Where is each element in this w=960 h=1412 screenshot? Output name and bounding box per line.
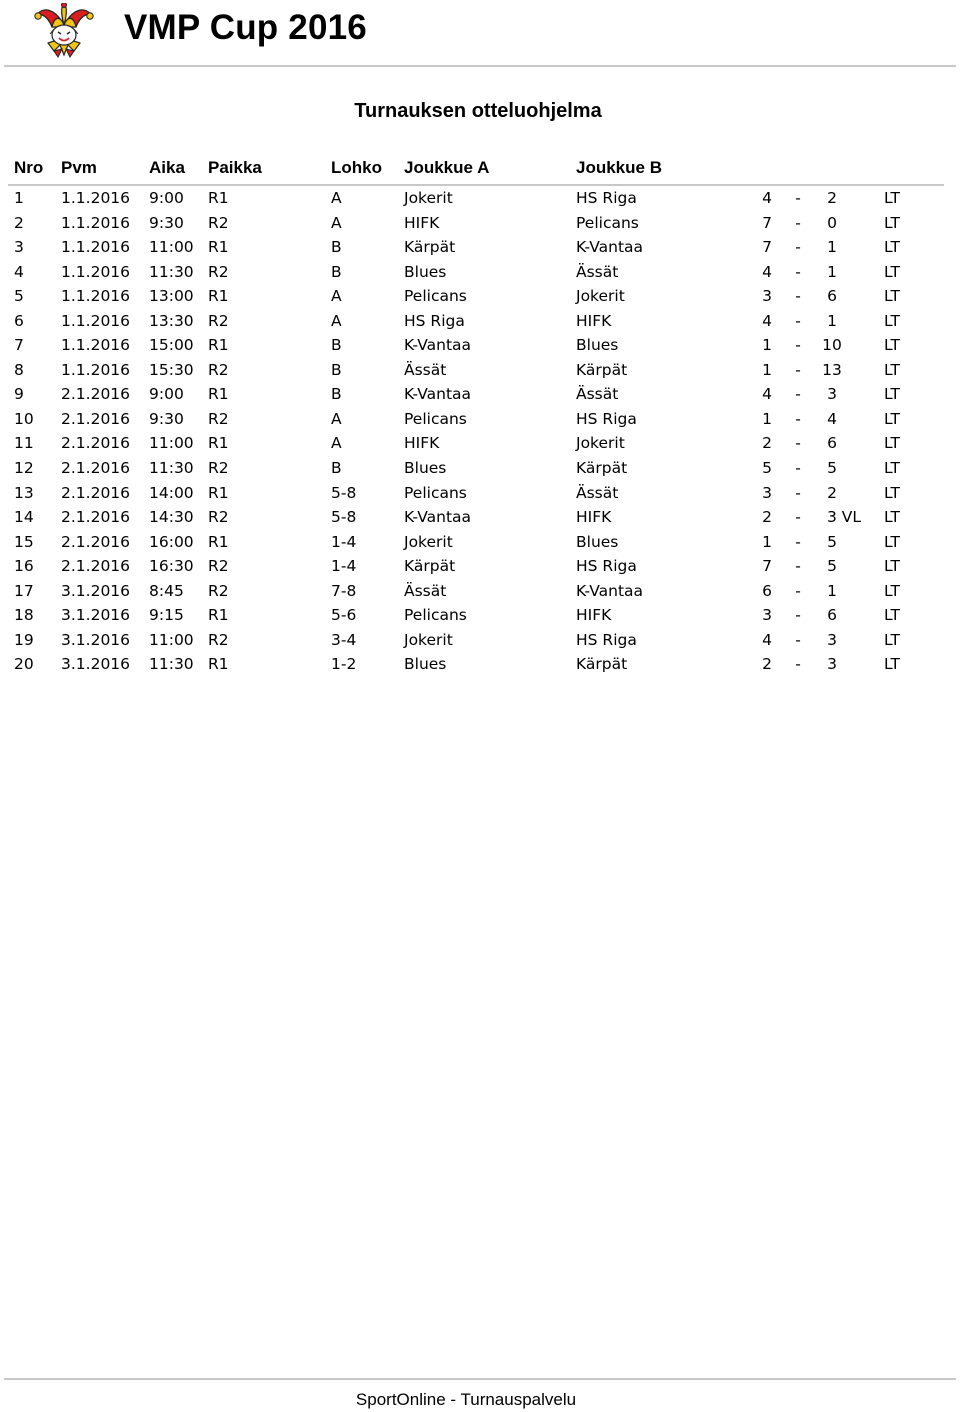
score-b: 2 [827,189,837,207]
column-header-lohko: Lohko [331,158,382,177]
table-row [0,211,960,236]
score-a: 1 [762,336,772,355]
score-separator: - [795,434,801,453]
match-date: 3.1.2016 [61,630,131,649]
score-b: 4 [827,409,837,428]
team-a: Pelicans [404,409,467,428]
team-a: HIFK [404,213,440,232]
score-b: 2 [827,483,837,502]
match-number: 20 [14,655,34,674]
score-a: 5 [762,459,772,478]
match-group: 1-4 [331,557,357,576]
match-date: 1.1.2016 [61,311,131,330]
table-row [0,481,960,506]
match-date: 2.1.2016 [61,532,131,551]
score-a: 1 [762,409,772,428]
match-time: 16:30 [149,557,194,576]
match-number: 18 [14,606,34,625]
result-status: LT [884,409,900,428]
team-a: K-Vantaa [404,508,472,527]
match-date: 1.1.2016 [61,238,131,257]
match-group: A [331,409,342,428]
match-number: 14 [14,508,34,527]
match-group: 5-8 [331,483,357,502]
match-venue: R1 [208,287,229,306]
column-header-aika: Aika [149,158,185,177]
score-separator: - [795,238,801,257]
score-b: 1 [827,581,837,600]
match-number: 7 [14,336,24,355]
team-a: Ässät [404,360,447,379]
match-number: 19 [14,630,34,649]
match-time: 9:30 [149,409,184,428]
result-status: LT [884,581,900,600]
team-a: HIFK [404,434,440,453]
team-b: Blues [576,532,619,551]
jester-logo-icon [34,3,94,59]
match-time: 11:30 [149,655,194,674]
result-status: LT [884,360,900,379]
team-a: Ässät [404,581,447,600]
team-b: HS Riga [576,189,637,207]
score-separator: - [795,385,801,404]
match-venue: R1 [208,532,229,551]
score-separator: - [795,508,801,527]
match-date: 1.1.2016 [61,189,131,207]
team-b: HS Riga [576,630,637,649]
score-b: 1 [827,238,837,257]
team-a: Jokerit [404,189,453,207]
result-status: LT [884,336,900,355]
score-separator: - [795,287,801,306]
team-a: Pelicans [404,287,467,306]
team-a: Pelicans [404,483,467,502]
score-b: 0 [827,213,837,232]
match-group: B [331,459,342,478]
match-number: 13 [14,483,34,502]
team-a: Kärpät [404,557,456,576]
match-venue: R2 [208,262,229,281]
score-a: 7 [762,557,772,576]
match-number: 17 [14,581,34,600]
score-a: 1 [762,360,772,379]
match-date: 2.1.2016 [61,409,131,428]
score-a: 3 [762,483,772,502]
match-number: 6 [14,311,24,330]
table-row [0,554,960,579]
table-row [0,333,960,358]
match-venue: R1 [208,238,229,257]
score-a: 2 [762,434,772,453]
score-b: 3 [827,655,837,674]
result-status: LT [884,213,900,232]
page-title: Turnauksen otteluohjelma [354,100,602,122]
match-time: 9:15 [149,606,184,625]
match-venue: R2 [208,311,229,330]
team-a: Kärpät [404,238,456,257]
score-b: 6 [827,606,837,625]
match-number: 2 [14,213,24,232]
match-number: 9 [14,385,24,404]
team-a: K-Vantaa [404,385,472,404]
match-group: A [331,434,342,453]
score-separator: - [795,655,801,674]
score-b: 5 [827,532,837,551]
match-number: 16 [14,557,34,576]
score-b: 1 [827,311,837,330]
match-venue: R1 [208,483,229,502]
match-venue: R1 [208,189,229,207]
score-separator: - [795,189,801,207]
table-row [0,358,960,383]
score-b: 5 [827,459,837,478]
match-number: 3 [14,238,24,257]
result-status: LT [884,508,900,527]
table-row [0,456,960,481]
table-row [0,628,960,653]
score-a: 2 [762,655,772,674]
score-separator: - [795,262,801,281]
score-separator: - [795,311,801,330]
score-b: 6 [827,287,837,306]
match-number: 1 [14,189,24,207]
table-row [0,407,960,432]
match-venue: R2 [208,630,229,649]
score-separator: - [795,409,801,428]
score-b: 13 [822,360,842,379]
team-a: Jokerit [404,532,453,551]
result-status: LT [884,483,900,502]
score-separator: - [795,483,801,502]
column-header-joukkue-b: Joukkue B [576,158,662,177]
match-date: 1.1.2016 [61,213,131,232]
team-b: Jokerit [576,287,625,306]
team-b: K-Vantaa [576,238,644,257]
match-group: 1-4 [331,532,357,551]
footer-divider [4,1378,956,1380]
match-date: 1.1.2016 [61,287,131,306]
team-b: Pelicans [576,213,639,232]
team-b: Ässät [576,262,619,281]
score-separator: - [795,459,801,478]
result-status: LT [884,459,900,478]
match-venue: R2 [208,213,229,232]
match-group: B [331,238,342,257]
match-date: 2.1.2016 [61,557,131,576]
score-separator: - [795,213,801,232]
team-b: HIFK [576,508,612,527]
score-separator: - [795,581,801,600]
match-group: B [331,360,342,379]
table-row [0,603,960,628]
score-b: 1 [827,262,837,281]
score-separator: - [795,630,801,649]
result-status: LT [884,434,900,453]
column-header-paikka: Paikka [208,158,262,177]
match-date: 2.1.2016 [61,459,131,478]
match-time: 16:00 [149,532,194,551]
team-a: Blues [404,655,447,674]
team-b: Kärpät [576,655,628,674]
match-number: 4 [14,262,24,281]
team-b: HIFK [576,606,612,625]
match-date: 3.1.2016 [61,581,131,600]
result-status: LT [884,557,900,576]
table-row [0,652,960,677]
match-time: 8:45 [149,581,184,600]
match-group: A [331,287,342,306]
team-b: HS Riga [576,557,637,576]
result-status: LT [884,189,900,207]
table-row [0,309,960,334]
score-a: 3 [762,287,772,306]
column-header-pvm: Pvm [61,158,97,177]
match-venue: R1 [208,606,229,625]
score-b: 3 [827,385,837,404]
match-group: A [331,311,342,330]
match-venue: R2 [208,360,229,379]
column-header-nro: Nro [14,158,44,177]
match-venue: R2 [208,557,229,576]
table-row [0,505,960,530]
result-status: LT [884,262,900,281]
score-a: 4 [762,262,772,281]
match-time: 14:30 [149,508,194,527]
score-separator: - [795,606,801,625]
match-date: 1.1.2016 [61,336,131,355]
match-date: 2.1.2016 [61,483,131,502]
team-b: Kärpät [576,360,628,379]
score-b: 3 VL [827,508,862,527]
match-group: 5-6 [331,606,357,625]
footer-text: SportOnline - Turnauspalvelu [355,1390,577,1409]
match-venue: R1 [208,336,229,355]
match-time: 11:00 [149,434,194,453]
score-b: 10 [822,336,842,355]
app-title: VMP Cup 2016 [124,8,367,47]
schedule-table-body [0,186,960,677]
result-status: LT [884,630,900,649]
table-row [0,382,960,407]
team-a: Jokerit [404,630,453,649]
match-group: B [331,385,342,404]
match-venue: R2 [208,508,229,527]
match-group: A [331,213,342,232]
match-date: 3.1.2016 [61,655,131,674]
match-number: 11 [14,434,34,453]
score-separator: - [795,336,801,355]
team-b: HS Riga [576,409,637,428]
match-time: 11:30 [149,459,194,478]
team-b: Ässät [576,385,619,404]
match-time: 15:00 [149,336,194,355]
team-b: Kärpät [576,459,628,478]
column-header-joukkue-a: Joukkue A [404,158,490,177]
schedule-table-header [0,156,960,182]
match-date: 1.1.2016 [61,360,131,379]
team-b: Jokerit [576,434,625,453]
match-time: 11:00 [149,630,194,649]
score-a: 7 [762,238,772,257]
match-group: 5-8 [331,508,357,527]
match-group: A [331,189,342,207]
score-a: 6 [762,581,772,600]
result-status: LT [884,385,900,404]
score-b: 3 [827,630,837,649]
match-number: 10 [14,409,34,428]
table-row [0,530,960,555]
score-a: 4 [762,385,772,404]
match-group: 1-2 [331,655,357,674]
score-b: 5 [827,557,837,576]
score-separator: - [795,532,801,551]
match-group: 7-8 [331,581,357,600]
match-group: 3-4 [331,630,357,649]
match-time: 11:00 [149,238,194,257]
match-time: 15:30 [149,360,194,379]
result-status: LT [884,655,900,674]
match-time: 14:00 [149,483,194,502]
team-a: Blues [404,459,447,478]
match-group: B [331,336,342,355]
team-b: Blues [576,336,619,355]
match-number: 5 [14,287,24,306]
score-a: 1 [762,532,772,551]
match-time: 11:30 [149,262,194,281]
match-venue: R2 [208,459,229,478]
team-a: Blues [404,262,447,281]
score-a: 7 [762,213,772,232]
match-time: 13:00 [149,287,194,306]
team-a: Pelicans [404,606,467,625]
match-date: 1.1.2016 [61,262,131,281]
match-venue: R2 [208,409,229,428]
result-status: LT [884,287,900,306]
result-status: LT [884,606,900,625]
match-group: B [331,262,342,281]
score-a: 2 [762,508,772,527]
match-date: 2.1.2016 [61,508,131,527]
match-time: 9:30 [149,213,184,232]
table-row [0,579,960,604]
team-b: HIFK [576,311,612,330]
match-venue: R1 [208,655,229,674]
match-date: 3.1.2016 [61,606,131,625]
team-b: K-Vantaa [576,581,644,600]
match-venue: R1 [208,434,229,453]
match-date: 2.1.2016 [61,434,131,453]
match-time: 9:00 [149,189,184,207]
score-a: 4 [762,630,772,649]
match-time: 9:00 [149,385,184,404]
score-a: 3 [762,606,772,625]
table-row [0,431,960,456]
score-separator: - [795,360,801,379]
match-venue: R1 [208,385,229,404]
team-a: K-Vantaa [404,336,472,355]
match-time: 13:30 [149,311,194,330]
score-b: 6 [827,434,837,453]
team-b: Ässät [576,483,619,502]
result-status: LT [884,238,900,257]
score-a: 4 [762,311,772,330]
match-date: 2.1.2016 [61,385,131,404]
score-separator: - [795,557,801,576]
match-number: 15 [14,532,34,551]
match-venue: R2 [208,581,229,600]
team-a: HS Riga [404,311,465,330]
result-status: LT [884,532,900,551]
result-status: LT [884,311,900,330]
table-row [0,284,960,309]
table-row [0,186,960,211]
match-number: 12 [14,459,34,478]
table-row [0,235,960,260]
table-row [0,260,960,285]
header-divider [4,65,956,67]
score-a: 4 [762,189,772,207]
page-header [0,0,960,66]
match-number: 8 [14,360,24,379]
